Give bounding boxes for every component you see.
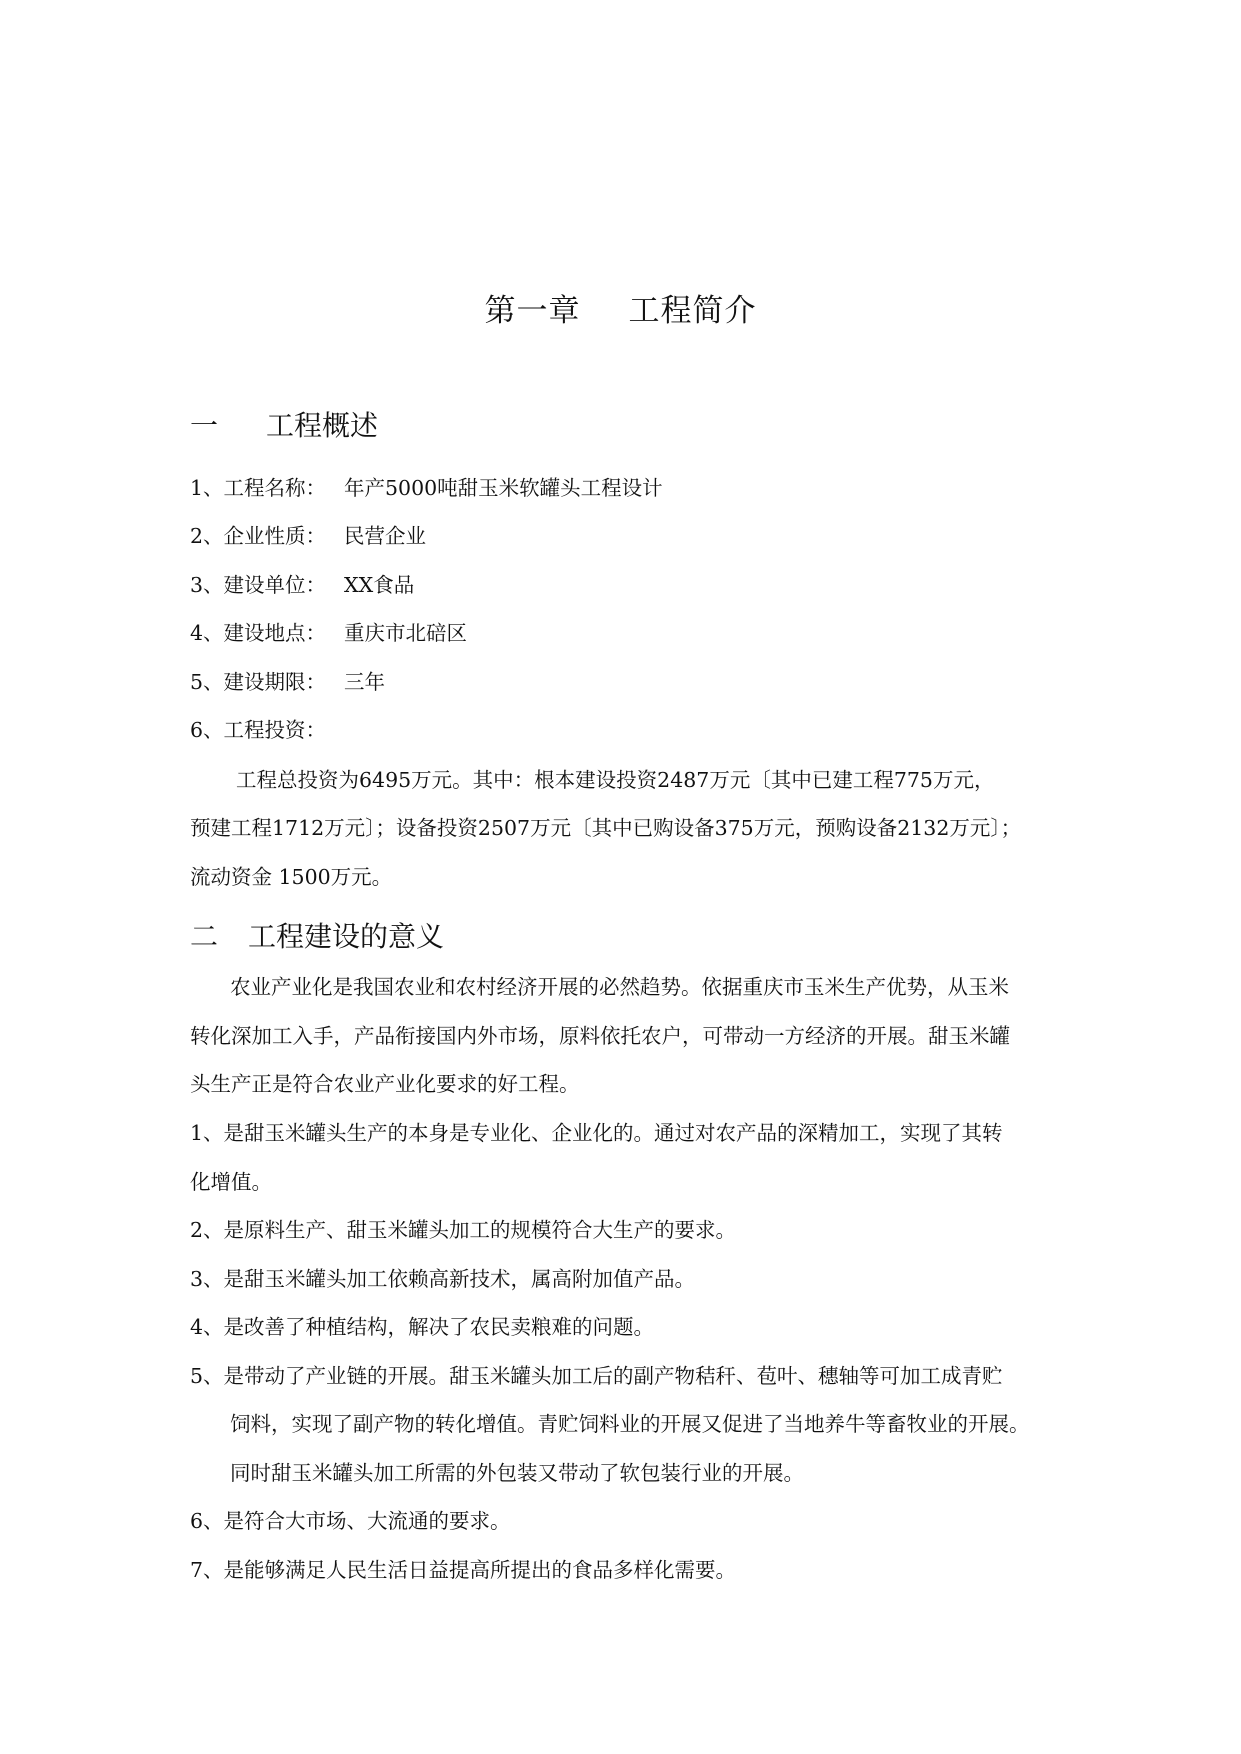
- chapter-name: 工程简介: [628, 293, 757, 329]
- info-row-project-name: [190, 471, 663, 501]
- point-text: 是原料生产、甜玉米罐头加工的规模符合大生产的要求。: [223, 1218, 737, 1242]
- point-6: [190, 1504, 511, 1534]
- info-value: 三年: [344, 670, 385, 694]
- point-2: [190, 1213, 736, 1243]
- info-label: 2、企业性质：: [190, 524, 327, 548]
- chapter-title: [0, 285, 1241, 330]
- info-row-location: [190, 616, 467, 646]
- point-1: [190, 1116, 1003, 1146]
- info-value: XX食品: [344, 573, 415, 597]
- point-number: 6、: [190, 1509, 224, 1533]
- info-row-enterprise-type: [190, 519, 426, 549]
- info-label: 5、建设期限：: [190, 670, 327, 694]
- intro-line-2: 转化深加工入手，产品衔接国内外市场，原料依托农户，可带动一方经济的开展。甜玉米罐: [190, 1024, 1010, 1048]
- info-row-builder: [190, 568, 414, 598]
- point-text: 是改善了种植结构，解决了农民卖粮难的问题。: [223, 1315, 655, 1339]
- section-number: 一: [190, 409, 219, 442]
- point-text: 是符合大市场、大流通的要求。: [223, 1509, 511, 1533]
- point-number: 2、: [190, 1218, 224, 1242]
- section-title: 工程建设的意义: [248, 920, 445, 953]
- info-value: 重庆市北碚区: [344, 621, 467, 645]
- investment-line-3: 流动资金 1500万元。: [190, 865, 393, 889]
- point-1-cont: 化增值。: [190, 1170, 272, 1194]
- section-number: 二: [190, 920, 219, 953]
- investment-line-1: 工程总投资为6495万元。其中：根本建设投资2487万元〔其中已建工程775万元，: [236, 768, 995, 792]
- point-7: [190, 1553, 736, 1583]
- section-title: 工程概述: [266, 409, 379, 442]
- info-label: 1、工程名称：: [190, 476, 327, 500]
- info-value: 年产5000吨甜玉米软罐头工程设计: [344, 476, 663, 500]
- point-text: 是甜玉米罐头生产的本身是专业化、企业化的。通过对农产品的深精加工，实现了其转: [223, 1121, 1003, 1145]
- point-text: 是带动了产业链的开展。甜玉米罐头加工后的副产物秸秆、苞叶、穗轴等可加工成青贮: [223, 1364, 1003, 1388]
- point-5: [190, 1359, 1003, 1389]
- info-label: 3、建设单位：: [190, 573, 327, 597]
- info-label: 4、建设地点：: [190, 621, 327, 645]
- intro-line-1: 农业产业化是我国农业和农村经济开展的必然趋势。依据重庆市玉米生产优势，从玉米: [230, 975, 1009, 999]
- point-4: [190, 1310, 654, 1340]
- point-number: 7、: [190, 1558, 224, 1582]
- point-number: 3、: [190, 1267, 224, 1291]
- point-text: 是能够满足人民生活日益提高所提出的食品多样化需要。: [223, 1558, 737, 1582]
- point-5-cont-1: 饲料，实现了副产物的转化增值。青贮饲料业的开展又促进了当地养牛等畜牧业的开展。: [230, 1412, 1030, 1436]
- info-value: 民营企业: [344, 524, 426, 548]
- point-number: 4、: [190, 1315, 224, 1339]
- chapter-number: 第一章: [484, 293, 581, 329]
- point-number: 5、: [190, 1364, 224, 1388]
- section-heading-2: [190, 915, 444, 955]
- point-3: [190, 1262, 695, 1292]
- intro-line-3: 头生产正是符合农业产业化要求的好工程。: [190, 1072, 580, 1096]
- info-row-period: [190, 665, 385, 695]
- point-text: 是甜玉米罐头加工依赖高新技术，属高附加值产品。: [223, 1267, 696, 1291]
- info-label: 6、工程投资：: [190, 718, 327, 742]
- investment-line-2: 预建工程1712万元〕；设备投资2507万元〔其中已购设备375万元，预购设备2132万元〕；: [190, 816, 1022, 840]
- point-number: 1、: [190, 1121, 224, 1145]
- info-row-investment: [190, 713, 344, 743]
- point-5-cont-2: 同时甜玉米罐头加工所需的外包装又带动了软包装行业的开展。: [230, 1461, 804, 1485]
- section-heading-1: [190, 404, 378, 444]
